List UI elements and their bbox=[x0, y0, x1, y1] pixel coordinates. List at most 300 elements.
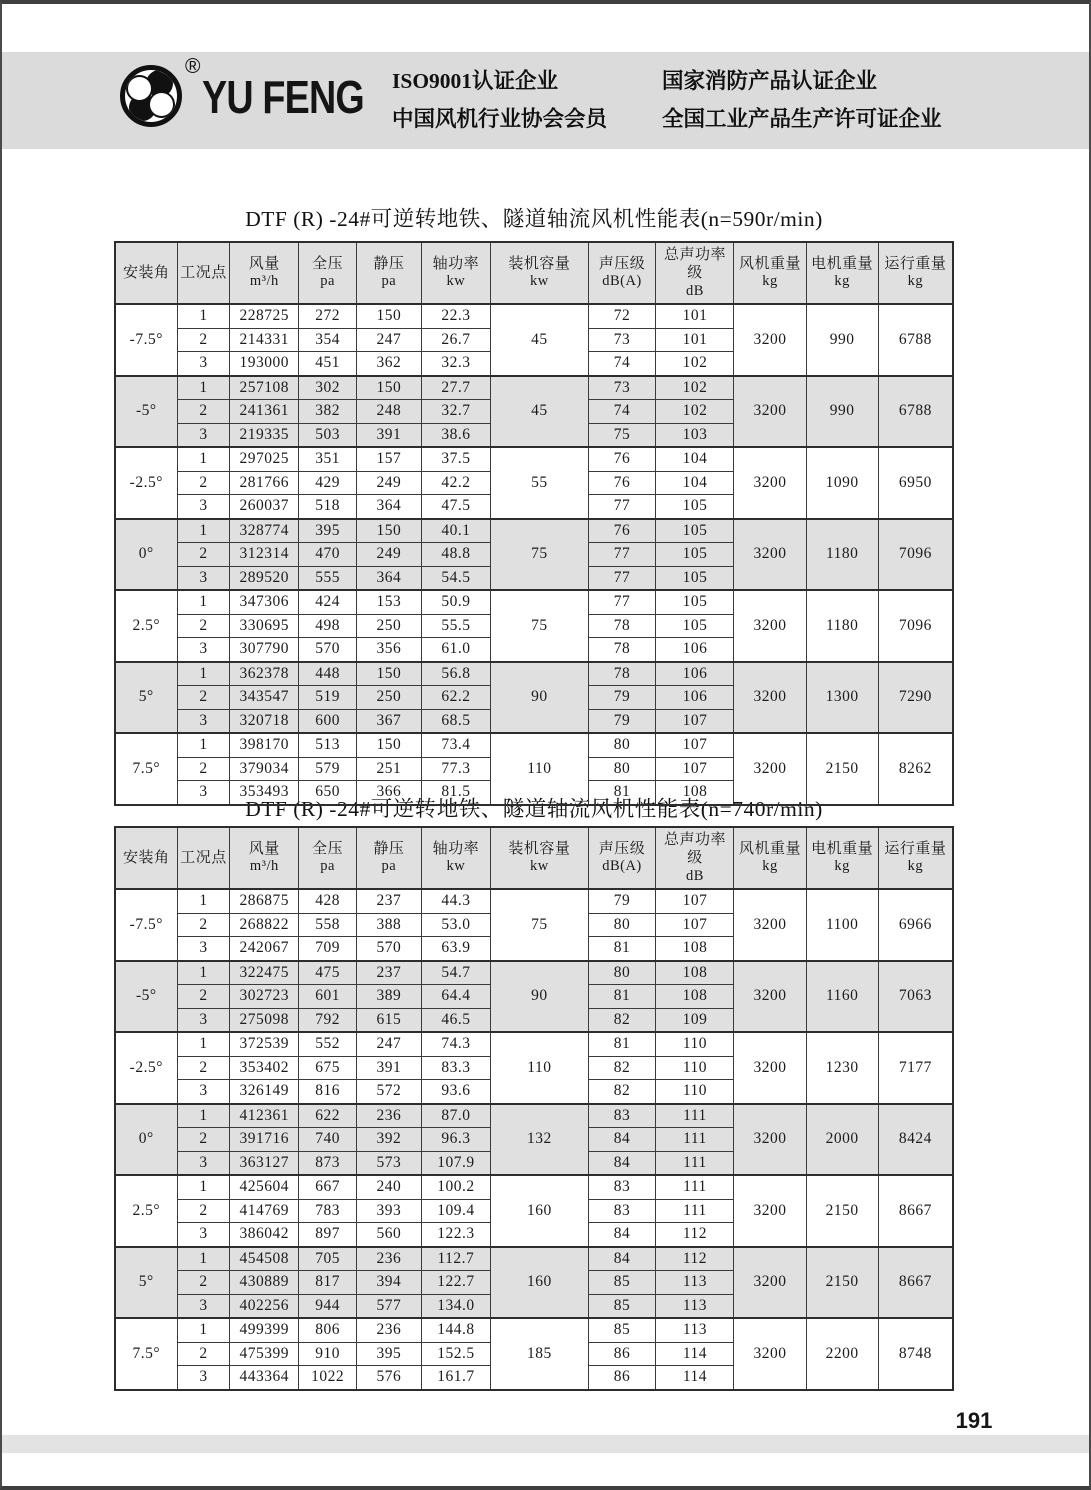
flow-cell: 289520 bbox=[230, 566, 299, 590]
run-weight-cell: 8262 bbox=[878, 733, 953, 805]
static-pressure-cell: 247 bbox=[357, 1032, 422, 1056]
motor-weight-cell: 2000 bbox=[806, 1104, 878, 1176]
pwl-cell: 111 bbox=[656, 1151, 734, 1175]
point-cell: 2 bbox=[177, 471, 230, 495]
flow-cell: 412361 bbox=[230, 1104, 299, 1128]
spl-cell: 80 bbox=[588, 733, 656, 757]
flow-cell: 260037 bbox=[230, 495, 299, 519]
total-pressure-cell: 705 bbox=[299, 1247, 357, 1271]
pwl-cell: 111 bbox=[656, 1199, 734, 1223]
shaft-power-cell: 46.5 bbox=[421, 1008, 491, 1032]
capacity-cell: 160 bbox=[491, 1247, 588, 1319]
shaft-power-cell: 54.7 bbox=[421, 961, 491, 985]
total-pressure-cell: 792 bbox=[299, 1008, 357, 1032]
spl-cell: 79 bbox=[588, 889, 656, 913]
static-pressure-cell: 389 bbox=[357, 985, 422, 1009]
table-row bbox=[115, 662, 953, 686]
spl-cell: 76 bbox=[588, 519, 656, 543]
pwl-cell: 105 bbox=[656, 543, 734, 567]
total-pressure-cell: 272 bbox=[299, 304, 357, 328]
capacity-cell: 45 bbox=[491, 376, 588, 448]
motor-weight-cell: 1090 bbox=[806, 447, 878, 519]
total-pressure-cell: 470 bbox=[299, 543, 357, 567]
fan-weight-cell: 3200 bbox=[734, 447, 806, 519]
table-row bbox=[115, 1318, 953, 1342]
shaft-power-cell: 68.5 bbox=[421, 709, 491, 733]
brand-name: YU FENG bbox=[202, 71, 364, 123]
shaft-power-cell: 73.4 bbox=[421, 733, 491, 757]
capacity-cell: 110 bbox=[491, 1032, 588, 1104]
spl-cell: 82 bbox=[588, 1008, 656, 1032]
flow-cell: 326149 bbox=[230, 1080, 299, 1104]
point-cell: 3 bbox=[177, 1294, 230, 1318]
capacity-cell: 90 bbox=[491, 662, 588, 734]
pwl-cell: 106 bbox=[656, 686, 734, 710]
spl-cell: 79 bbox=[588, 709, 656, 733]
flow-cell: 302723 bbox=[230, 985, 299, 1009]
shaft-power-cell: 26.7 bbox=[421, 328, 491, 352]
spl-cell: 74 bbox=[588, 352, 656, 376]
performance-table-590rpm bbox=[114, 241, 954, 806]
fan-weight-cell: 3200 bbox=[734, 1318, 806, 1390]
point-cell: 3 bbox=[177, 352, 230, 376]
angle-cell: -2.5° bbox=[115, 447, 177, 519]
pwl-cell: 112 bbox=[656, 1247, 734, 1271]
capacity-cell: 55 bbox=[491, 447, 588, 519]
page-number: 191 bbox=[955, 1408, 993, 1433]
header-row bbox=[115, 827, 953, 889]
flow-cell: 362378 bbox=[230, 662, 299, 686]
shaft-power-cell: 53.0 bbox=[421, 913, 491, 937]
pwl-cell: 105 bbox=[656, 519, 734, 543]
run-weight-cell: 7177 bbox=[878, 1032, 953, 1104]
spl-cell: 83 bbox=[588, 1199, 656, 1223]
column-header: 运行重量 kg bbox=[878, 827, 953, 889]
total-pressure-cell: 382 bbox=[299, 400, 357, 424]
total-pressure-cell: 944 bbox=[299, 1294, 357, 1318]
shaft-power-cell: 56.8 bbox=[421, 662, 491, 686]
column-header: 轴功率 kw bbox=[421, 242, 491, 304]
column-header: 装机容量 kw bbox=[491, 827, 588, 889]
motor-weight-cell: 1230 bbox=[806, 1032, 878, 1104]
static-pressure-cell: 367 bbox=[357, 709, 422, 733]
angle-cell: 5° bbox=[115, 662, 177, 734]
spl-cell: 78 bbox=[588, 614, 656, 638]
flow-cell: 307790 bbox=[230, 638, 299, 662]
point-cell: 3 bbox=[177, 423, 230, 447]
point-cell: 3 bbox=[177, 937, 230, 961]
spl-cell: 85 bbox=[588, 1294, 656, 1318]
pwl-cell: 113 bbox=[656, 1294, 734, 1318]
pwl-cell: 106 bbox=[656, 638, 734, 662]
static-pressure-cell: 577 bbox=[357, 1294, 422, 1318]
fan-weight-cell: 3200 bbox=[734, 889, 806, 961]
column-header: 电机重量 kg bbox=[806, 242, 878, 304]
table-row bbox=[115, 1032, 953, 1056]
static-pressure-cell: 356 bbox=[357, 638, 422, 662]
column-header: 电机重量 kg bbox=[806, 827, 878, 889]
static-pressure-cell: 362 bbox=[357, 352, 422, 376]
flow-cell: 242067 bbox=[230, 937, 299, 961]
registered-trademark-icon: ® bbox=[185, 55, 201, 78]
motor-weight-cell: 1160 bbox=[806, 961, 878, 1033]
total-pressure-cell: 806 bbox=[299, 1318, 357, 1342]
flow-cell: 219335 bbox=[230, 423, 299, 447]
table-row bbox=[115, 1104, 953, 1128]
spl-cell: 84 bbox=[588, 1223, 656, 1247]
motor-weight-cell: 990 bbox=[806, 304, 878, 376]
pwl-cell: 107 bbox=[656, 889, 734, 913]
point-cell: 1 bbox=[177, 519, 230, 543]
point-cell: 2 bbox=[177, 757, 230, 781]
spl-cell: 76 bbox=[588, 447, 656, 471]
static-pressure-cell: 250 bbox=[357, 686, 422, 710]
flow-cell: 286875 bbox=[230, 889, 299, 913]
flow-cell: 214331 bbox=[230, 328, 299, 352]
shaft-power-cell: 144.8 bbox=[421, 1318, 491, 1342]
point-cell: 2 bbox=[177, 985, 230, 1009]
point-cell: 1 bbox=[177, 304, 230, 328]
shaft-power-cell: 152.5 bbox=[421, 1342, 491, 1366]
flow-cell: 499399 bbox=[230, 1318, 299, 1342]
total-pressure-cell: 897 bbox=[299, 1223, 357, 1247]
flow-cell: 241361 bbox=[230, 400, 299, 424]
shaft-power-cell: 44.3 bbox=[421, 889, 491, 913]
spl-cell: 73 bbox=[588, 376, 656, 400]
total-pressure-cell: 816 bbox=[299, 1080, 357, 1104]
flow-cell: 275098 bbox=[230, 1008, 299, 1032]
static-pressure-cell: 150 bbox=[357, 733, 422, 757]
pwl-cell: 110 bbox=[656, 1080, 734, 1104]
logo-blade-white-2 bbox=[148, 91, 175, 118]
capacity-cell: 160 bbox=[491, 1175, 588, 1247]
shaft-power-cell: 109.4 bbox=[421, 1199, 491, 1223]
flow-cell: 347306 bbox=[230, 590, 299, 614]
flow-cell: 425604 bbox=[230, 1175, 299, 1199]
table-row bbox=[115, 733, 953, 757]
static-pressure-cell: 236 bbox=[357, 1104, 422, 1128]
spl-cell: 80 bbox=[588, 757, 656, 781]
run-weight-cell: 7096 bbox=[878, 590, 953, 662]
pwl-cell: 103 bbox=[656, 423, 734, 447]
point-cell: 1 bbox=[177, 590, 230, 614]
pwl-cell: 114 bbox=[656, 1342, 734, 1366]
pwl-cell: 108 bbox=[656, 985, 734, 1009]
fan-weight-cell: 3200 bbox=[734, 519, 806, 591]
shaft-power-cell: 100.2 bbox=[421, 1175, 491, 1199]
fan-weight-cell: 3200 bbox=[734, 1247, 806, 1319]
pwl-cell: 114 bbox=[656, 1366, 734, 1390]
motor-weight-cell: 1300 bbox=[806, 662, 878, 734]
pwl-cell: 102 bbox=[656, 376, 734, 400]
spl-cell: 81 bbox=[588, 937, 656, 961]
total-pressure-cell: 555 bbox=[299, 566, 357, 590]
table-title-740rpm: DTF (R) -24#可逆转地铁、隧道轴流风机性能表(n=740r/min) bbox=[245, 797, 823, 821]
angle-cell: -2.5° bbox=[115, 1032, 177, 1104]
point-cell: 3 bbox=[177, 495, 230, 519]
point-cell: 2 bbox=[177, 686, 230, 710]
total-pressure-cell: 351 bbox=[299, 447, 357, 471]
column-header: 声压级 dB(A) bbox=[588, 827, 656, 889]
total-pressure-cell: 1022 bbox=[299, 1366, 357, 1390]
column-header: 装机容量 kw bbox=[491, 242, 588, 304]
flow-cell: 363127 bbox=[230, 1151, 299, 1175]
point-cell: 1 bbox=[177, 1318, 230, 1342]
static-pressure-cell: 240 bbox=[357, 1175, 422, 1199]
point-cell: 2 bbox=[177, 1128, 230, 1152]
static-pressure-cell: 388 bbox=[357, 913, 422, 937]
pwl-cell: 107 bbox=[656, 913, 734, 937]
static-pressure-cell: 395 bbox=[357, 1342, 422, 1366]
static-pressure-cell: 150 bbox=[357, 519, 422, 543]
total-pressure-cell: 675 bbox=[299, 1056, 357, 1080]
table-row bbox=[115, 1175, 953, 1199]
spl-cell: 82 bbox=[588, 1080, 656, 1104]
shaft-power-cell: 38.6 bbox=[421, 423, 491, 447]
pwl-cell: 102 bbox=[656, 400, 734, 424]
flow-cell: 330695 bbox=[230, 614, 299, 638]
total-pressure-cell: 475 bbox=[299, 961, 357, 985]
column-header: 静压 pa bbox=[357, 827, 422, 889]
point-cell: 2 bbox=[177, 1056, 230, 1080]
fan-weight-cell: 3200 bbox=[734, 733, 806, 805]
static-pressure-cell: 250 bbox=[357, 614, 422, 638]
point-cell: 1 bbox=[177, 376, 230, 400]
shaft-power-cell: 40.1 bbox=[421, 519, 491, 543]
static-pressure-cell: 247 bbox=[357, 328, 422, 352]
column-header: 总声功率级 dB bbox=[656, 242, 734, 304]
motor-weight-cell: 1180 bbox=[806, 590, 878, 662]
column-header: 安装角 bbox=[115, 827, 177, 889]
angle-cell: 0° bbox=[115, 1104, 177, 1176]
pwl-cell: 105 bbox=[656, 614, 734, 638]
pwl-cell: 108 bbox=[656, 961, 734, 985]
total-pressure-cell: 579 bbox=[299, 757, 357, 781]
capacity-cell: 75 bbox=[491, 590, 588, 662]
pwl-cell: 108 bbox=[656, 937, 734, 961]
flow-cell: 320718 bbox=[230, 709, 299, 733]
pwl-cell: 101 bbox=[656, 304, 734, 328]
flow-cell: 228725 bbox=[230, 304, 299, 328]
total-pressure-cell: 424 bbox=[299, 590, 357, 614]
flow-cell: 443364 bbox=[230, 1366, 299, 1390]
static-pressure-cell: 391 bbox=[357, 1056, 422, 1080]
capacity-cell: 75 bbox=[491, 889, 588, 961]
motor-weight-cell: 2150 bbox=[806, 1247, 878, 1319]
static-pressure-cell: 572 bbox=[357, 1080, 422, 1104]
fan-weight-cell: 3200 bbox=[734, 1104, 806, 1176]
motor-weight-cell: 990 bbox=[806, 376, 878, 448]
capacity-cell: 75 bbox=[491, 519, 588, 591]
point-cell: 2 bbox=[177, 1271, 230, 1295]
shaft-power-cell: 27.7 bbox=[421, 376, 491, 400]
flow-cell: 391716 bbox=[230, 1128, 299, 1152]
spl-cell: 77 bbox=[588, 566, 656, 590]
capacity-cell: 110 bbox=[491, 733, 588, 805]
column-header: 风量 m³/h bbox=[230, 242, 299, 304]
total-pressure-cell: 552 bbox=[299, 1032, 357, 1056]
column-header: 静压 pa bbox=[357, 242, 422, 304]
total-pressure-cell: 650 bbox=[299, 781, 357, 805]
total-pressure-cell: 429 bbox=[299, 471, 357, 495]
flow-cell: 193000 bbox=[230, 352, 299, 376]
spl-cell: 80 bbox=[588, 913, 656, 937]
point-cell: 1 bbox=[177, 1104, 230, 1128]
static-pressure-cell: 237 bbox=[357, 961, 422, 985]
shaft-power-cell: 63.9 bbox=[421, 937, 491, 961]
point-cell: 3 bbox=[177, 709, 230, 733]
static-pressure-cell: 236 bbox=[357, 1247, 422, 1271]
run-weight-cell: 8667 bbox=[878, 1175, 953, 1247]
static-pressure-cell: 576 bbox=[357, 1366, 422, 1390]
motor-weight-cell: 1180 bbox=[806, 519, 878, 591]
spl-cell: 73 bbox=[588, 328, 656, 352]
spl-cell: 76 bbox=[588, 471, 656, 495]
spl-cell: 77 bbox=[588, 495, 656, 519]
column-header: 风量 m³/h bbox=[230, 827, 299, 889]
flow-cell: 312314 bbox=[230, 543, 299, 567]
static-pressure-cell: 153 bbox=[357, 590, 422, 614]
static-pressure-cell: 573 bbox=[357, 1151, 422, 1175]
point-cell: 2 bbox=[177, 614, 230, 638]
flow-cell: 398170 bbox=[230, 733, 299, 757]
angle-cell: 0° bbox=[115, 519, 177, 591]
static-pressure-cell: 236 bbox=[357, 1318, 422, 1342]
flow-cell: 414769 bbox=[230, 1199, 299, 1223]
capacity-cell: 132 bbox=[491, 1104, 588, 1176]
static-pressure-cell: 615 bbox=[357, 1008, 422, 1032]
table-row bbox=[115, 961, 953, 985]
spl-cell: 86 bbox=[588, 1366, 656, 1390]
point-cell: 2 bbox=[177, 328, 230, 352]
flow-cell: 475399 bbox=[230, 1342, 299, 1366]
total-pressure-cell: 503 bbox=[299, 423, 357, 447]
angle-cell: -7.5° bbox=[115, 304, 177, 376]
point-cell: 2 bbox=[177, 1342, 230, 1366]
pwl-cell: 110 bbox=[656, 1056, 734, 1080]
point-cell: 1 bbox=[177, 733, 230, 757]
run-weight-cell: 8748 bbox=[878, 1318, 953, 1390]
spl-cell: 79 bbox=[588, 686, 656, 710]
shaft-power-cell: 96.3 bbox=[421, 1128, 491, 1152]
cert-line2-right: 全国工业产品生产许可证企业 bbox=[662, 107, 942, 131]
static-pressure-cell: 364 bbox=[357, 566, 422, 590]
static-pressure-cell: 237 bbox=[357, 889, 422, 913]
column-header: 总声功率级 dB bbox=[656, 827, 734, 889]
pwl-cell: 111 bbox=[656, 1128, 734, 1152]
run-weight-cell: 6966 bbox=[878, 889, 953, 961]
cert-line1-left: ISO9001认证企业 bbox=[392, 69, 559, 93]
static-pressure-cell: 570 bbox=[357, 937, 422, 961]
angle-cell: 2.5° bbox=[115, 1175, 177, 1247]
motor-weight-cell: 1100 bbox=[806, 889, 878, 961]
pwl-cell: 108 bbox=[656, 781, 734, 805]
shaft-power-cell: 50.9 bbox=[421, 590, 491, 614]
shaft-power-cell: 122.7 bbox=[421, 1271, 491, 1295]
column-header: 工况点 bbox=[177, 827, 230, 889]
angle-cell: -7.5° bbox=[115, 889, 177, 961]
point-cell: 1 bbox=[177, 961, 230, 985]
flow-cell: 268822 bbox=[230, 913, 299, 937]
motor-weight-cell: 2150 bbox=[806, 733, 878, 805]
total-pressure-cell: 783 bbox=[299, 1199, 357, 1223]
pwl-cell: 113 bbox=[656, 1271, 734, 1295]
total-pressure-cell: 622 bbox=[299, 1104, 357, 1128]
point-cell: 1 bbox=[177, 1175, 230, 1199]
point-cell: 1 bbox=[177, 662, 230, 686]
shaft-power-cell: 161.7 bbox=[421, 1366, 491, 1390]
total-pressure-cell: 558 bbox=[299, 913, 357, 937]
shaft-power-cell: 62.2 bbox=[421, 686, 491, 710]
fan-weight-cell: 3200 bbox=[734, 376, 806, 448]
shaft-power-cell: 47.5 bbox=[421, 495, 491, 519]
cert-line2-left: 中国风机行业协会会员 bbox=[392, 107, 608, 131]
total-pressure-cell: 513 bbox=[299, 733, 357, 757]
run-weight-cell: 6788 bbox=[878, 376, 953, 448]
shaft-power-cell: 32.3 bbox=[421, 352, 491, 376]
spl-cell: 81 bbox=[588, 781, 656, 805]
shaft-power-cell: 122.3 bbox=[421, 1223, 491, 1247]
total-pressure-cell: 448 bbox=[299, 662, 357, 686]
table-row bbox=[115, 304, 953, 328]
run-weight-cell: 7290 bbox=[878, 662, 953, 734]
performance-table bbox=[114, 826, 954, 1391]
total-pressure-cell: 601 bbox=[299, 985, 357, 1009]
spl-cell: 78 bbox=[588, 662, 656, 686]
shaft-power-cell: 81.5 bbox=[421, 781, 491, 805]
total-pressure-cell: 451 bbox=[299, 352, 357, 376]
total-pressure-cell: 910 bbox=[299, 1342, 357, 1366]
flow-cell: 328774 bbox=[230, 519, 299, 543]
spl-cell: 80 bbox=[588, 961, 656, 985]
run-weight-cell: 8424 bbox=[878, 1104, 953, 1176]
point-cell: 2 bbox=[177, 400, 230, 424]
flow-cell: 257108 bbox=[230, 376, 299, 400]
point-cell: 1 bbox=[177, 447, 230, 471]
point-cell: 2 bbox=[177, 1199, 230, 1223]
pwl-cell: 105 bbox=[656, 495, 734, 519]
shaft-power-cell: 64.4 bbox=[421, 985, 491, 1009]
angle-cell: 7.5° bbox=[115, 733, 177, 805]
flow-cell: 281766 bbox=[230, 471, 299, 495]
pwl-cell: 107 bbox=[656, 757, 734, 781]
header-row bbox=[115, 242, 953, 304]
capacity-cell: 185 bbox=[491, 1318, 588, 1390]
shaft-power-cell: 77.3 bbox=[421, 757, 491, 781]
pwl-cell: 107 bbox=[656, 709, 734, 733]
table-row bbox=[115, 1247, 953, 1271]
capacity-cell: 90 bbox=[491, 961, 588, 1033]
table-row bbox=[115, 590, 953, 614]
fan-weight-cell: 3200 bbox=[734, 662, 806, 734]
run-weight-cell: 6788 bbox=[878, 304, 953, 376]
flow-cell: 353493 bbox=[230, 781, 299, 805]
shaft-power-cell: 32.7 bbox=[421, 400, 491, 424]
shaft-power-cell: 42.2 bbox=[421, 471, 491, 495]
flow-cell: 353402 bbox=[230, 1056, 299, 1080]
pwl-cell: 112 bbox=[656, 1223, 734, 1247]
table-title-590rpm: DTF (R) -24#可逆转地铁、隧道轴流风机性能表(n=590r/min) bbox=[245, 207, 823, 231]
flow-cell: 372539 bbox=[230, 1032, 299, 1056]
run-weight-cell: 6950 bbox=[878, 447, 953, 519]
table-row bbox=[115, 519, 953, 543]
pwl-cell: 109 bbox=[656, 1008, 734, 1032]
total-pressure-cell: 518 bbox=[299, 495, 357, 519]
performance-table bbox=[114, 241, 954, 806]
point-cell: 3 bbox=[177, 1151, 230, 1175]
spl-cell: 83 bbox=[588, 1104, 656, 1128]
flow-cell: 402256 bbox=[230, 1294, 299, 1318]
